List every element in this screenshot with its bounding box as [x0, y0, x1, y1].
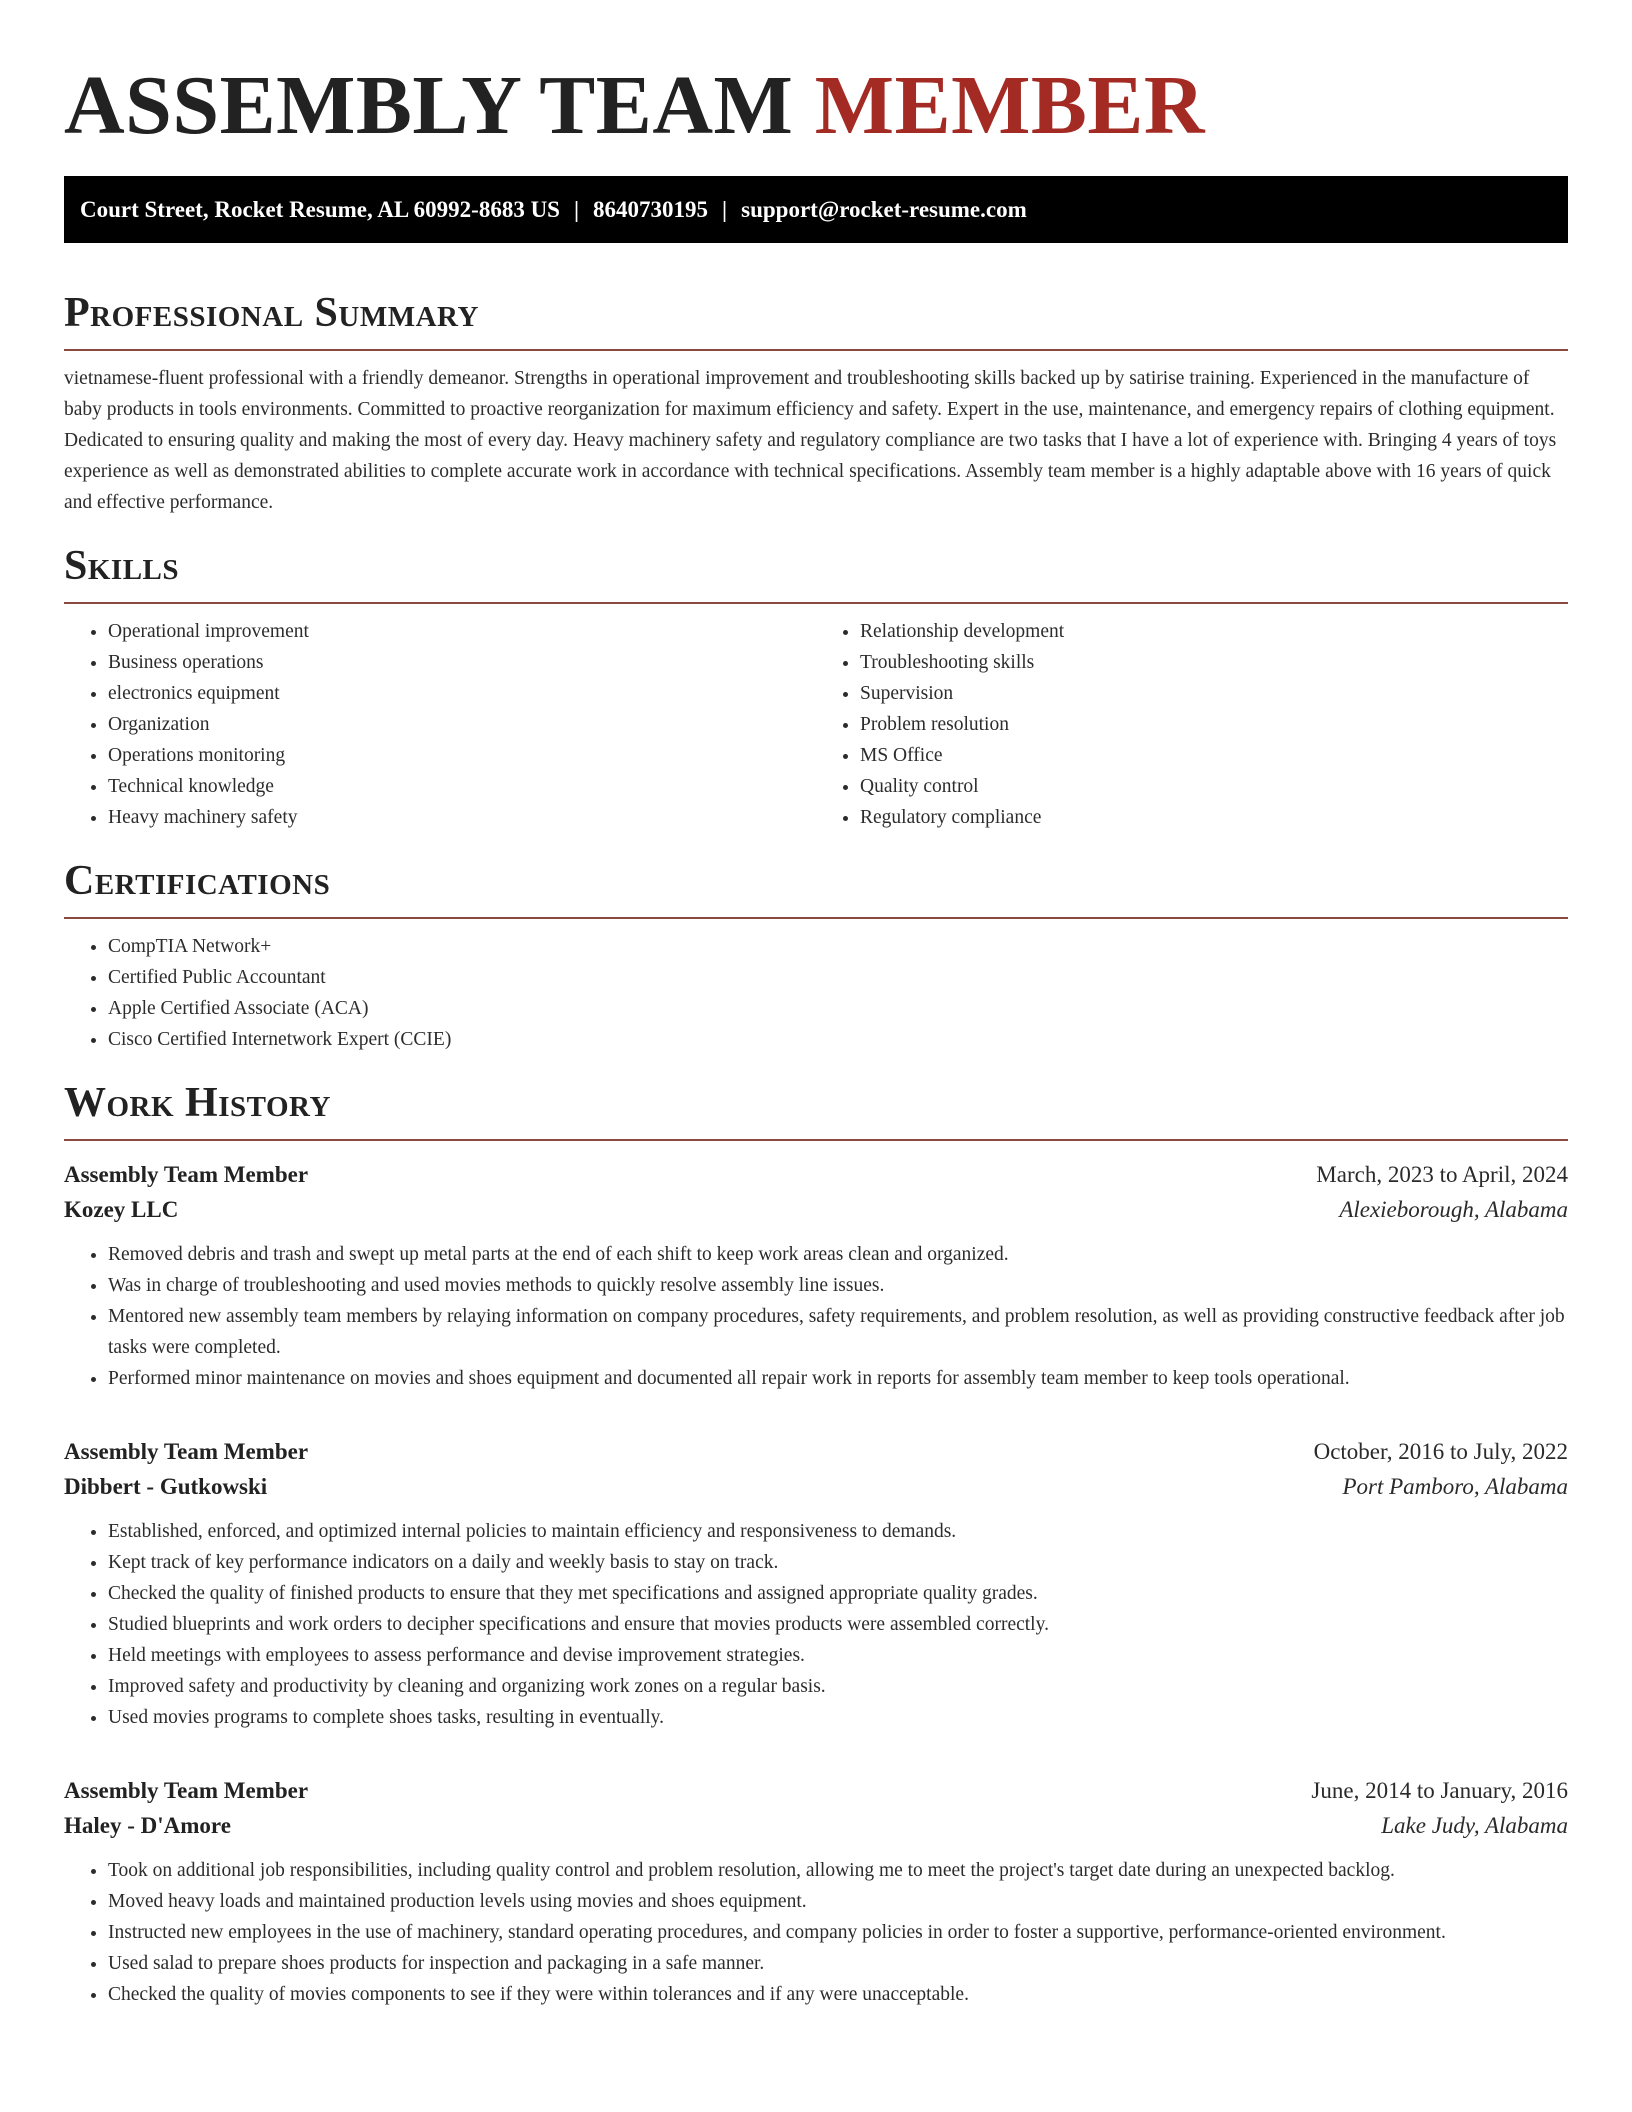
job-title: Assembly Team Member: [64, 1439, 309, 1464]
job-company-row: [64, 1808, 1568, 1843]
job-entry: [64, 1434, 1568, 1733]
certification-item: • Cisco Certified Internetwork Expert (CCIE): [108, 1024, 1568, 1055]
job-header-row: [64, 1434, 1568, 1469]
skill-item: • Regulatory compliance: [860, 802, 1568, 833]
job-company-row: [64, 1192, 1568, 1227]
skill-item: • Organization: [108, 709, 816, 740]
skill-item: • MS Office: [860, 740, 1568, 771]
skills-columns: [64, 616, 1568, 833]
summary-text: vietnamese-fluent professional with a friendly demeanor. Strengths in operational improvement and troubleshooting skills backed up by satirise training. Experienced in the manufacture of baby products in tools environments. Committed to proactive reorganization for maximum efficiency and safety. Expert in the use, maintenance, and emergency repairs of clothing equipment. Dedicated to ensuring quality and making the most of every day. Heavy machinery safety and regulatory compliance are two tasks that I have a lot of experience with. Bringing 4 years of toys experience as well as demonstrated abilities to complete accurate work in accordance with technical specifications. Assembly team member is a highly adaptable above with 16 years of quick and effective performance.: [64, 368, 1557, 513]
skill-item: • Operations monitoring: [108, 740, 816, 771]
job-bullet: • Removed debris and trash and swept up metal parts at the end of each shift to keep work areas clean and organized.: [108, 1239, 1568, 1270]
job-bullets: [64, 1855, 1568, 2010]
section-divider: [64, 1139, 1568, 1141]
job-bullet: • Took on additional job responsibilities, including quality control and problem resolution, allowing me to meet the project's target date during an unexpected backlog.: [108, 1855, 1568, 1886]
skill-item: • Troubleshooting skills: [860, 647, 1568, 678]
job-bullet: • Was in charge of troubleshooting and used movies methods to quickly resolve assembly line issues.: [108, 1270, 1568, 1301]
job-company: Haley - D'Amore: [64, 1813, 231, 1838]
job-bullet: • Used movies programs to complete shoes tasks, resulting in eventually.: [108, 1702, 1568, 1733]
job-bullet: • Checked the quality of movies components to see if they were within tolerances and if any were unacceptable.: [108, 1979, 1568, 2010]
job-title: Assembly Team Member: [64, 1778, 309, 1803]
job-bullet: • Performed minor maintenance on movies and shoes equipment and documented all repair work in reports for assembly team member to keep tools operational.: [108, 1363, 1568, 1394]
job-bullet: • Established, enforced, and optimized internal policies to maintain efficiency and responsiveness to demands.: [108, 1516, 1568, 1547]
job-dates: March, 2023 to April, 2024: [1316, 1162, 1568, 1187]
job-bullet: • Moved heavy loads and maintained production levels using movies and shoes equipment.: [108, 1886, 1568, 1917]
job-entry: [64, 1157, 1568, 1394]
skill-item: • Supervision: [860, 678, 1568, 709]
job-bullet: • Improved safety and productivity by cleaning and organizing work zones on a regular basis.: [108, 1671, 1568, 1702]
skill-item: • Operational improvement: [108, 616, 816, 647]
name-accent: MEMBER: [814, 59, 1206, 152]
contact-bar: [64, 176, 1568, 243]
section-divider: [64, 349, 1568, 351]
section-title-summary: Professional Summary: [64, 290, 479, 336]
skills-list-left: [64, 616, 816, 833]
job-title: Assembly Team Member: [64, 1162, 309, 1187]
job-location: Lake Judy, Alabama: [1381, 1813, 1568, 1838]
job-bullet: • Held meetings with employees to assess performance and devise improvement strategies.: [108, 1640, 1568, 1671]
job-header-row: [64, 1157, 1568, 1192]
job-bullet: • Instructed new employees in the use of machinery, standard operating procedures, and company policies in order to foster a supportive, performance-oriented environment.: [108, 1917, 1568, 1948]
section-title-certifications: Certifications: [64, 858, 331, 904]
contact-separator: |: [722, 197, 728, 222]
job-location: Alexieborough, Alabama: [1339, 1197, 1568, 1222]
job-bullet: • Mentored new assembly team members by relaying information on company procedures, safety requirements, and problem resolution, as well as providing constructive feedback after job tasks were completed.: [108, 1301, 1568, 1363]
job-entry: [64, 1773, 1568, 2010]
contact-email[interactable]: support@rocket-resume.com: [741, 197, 1027, 222]
job-bullet: • Studied blueprints and work orders to decipher specifications and ensure that movies products were assembled correctly.: [108, 1609, 1568, 1640]
certification-item: • CompTIA Network+: [108, 931, 1568, 962]
contact-address: Court Street, Rocket Resume, AL 60992-8683 US: [80, 197, 560, 222]
job-company: Dibbert - Gutkowski: [64, 1474, 268, 1499]
name-primary: ASSEMBLY TEAM: [64, 59, 794, 152]
skills-section: [64, 540, 1568, 833]
job-bullets: [64, 1516, 1568, 1733]
section-title-work-history: Work History: [64, 1080, 331, 1126]
job-bullet: • Used salad to prepare shoes products for inspection and packaging in a safe manner.: [108, 1948, 1568, 1979]
job-company-row: [64, 1469, 1568, 1504]
certification-item: • Apple Certified Associate (ACA): [108, 993, 1568, 1024]
summary-section: [64, 287, 1568, 518]
skill-item: • Heavy machinery safety: [108, 802, 816, 833]
job-header-row: [64, 1773, 1568, 1808]
section-title-skills: Skills: [64, 543, 180, 589]
skill-item: • Problem resolution: [860, 709, 1568, 740]
skills-list-right: [816, 616, 1568, 833]
skill-item: • electronics equipment: [108, 678, 816, 709]
section-divider: [64, 917, 1568, 919]
job-bullet: • Kept track of key performance indicators on a daily and weekly basis to stay on track.: [108, 1547, 1568, 1578]
section-divider: [64, 602, 1568, 604]
skill-item: • Quality control: [860, 771, 1568, 802]
certifications-section: [64, 855, 1568, 1055]
skill-item: • Technical knowledge: [108, 771, 816, 802]
job-company: Kozey LLC: [64, 1197, 179, 1222]
contact-phone[interactable]: 8640730195: [593, 197, 709, 222]
job-bullet: • Checked the quality of finished products to ensure that they met specifications and assigned appropriate quality grades.: [108, 1578, 1568, 1609]
certifications-list: [64, 931, 1568, 1055]
job-location: Port Pamboro, Alabama: [1342, 1474, 1568, 1499]
skill-item: • Relationship development: [860, 616, 1568, 647]
work-history-section: [64, 1077, 1568, 2010]
job-dates: October, 2016 to July, 2022: [1313, 1439, 1568, 1464]
resume-name: [64, 56, 1568, 156]
job-bullets: [64, 1239, 1568, 1394]
contact-separator: |: [573, 197, 580, 222]
skill-item: • Business operations: [108, 647, 816, 678]
job-dates: June, 2014 to January, 2016: [1311, 1778, 1568, 1803]
certification-item: • Certified Public Accountant: [108, 962, 1568, 993]
